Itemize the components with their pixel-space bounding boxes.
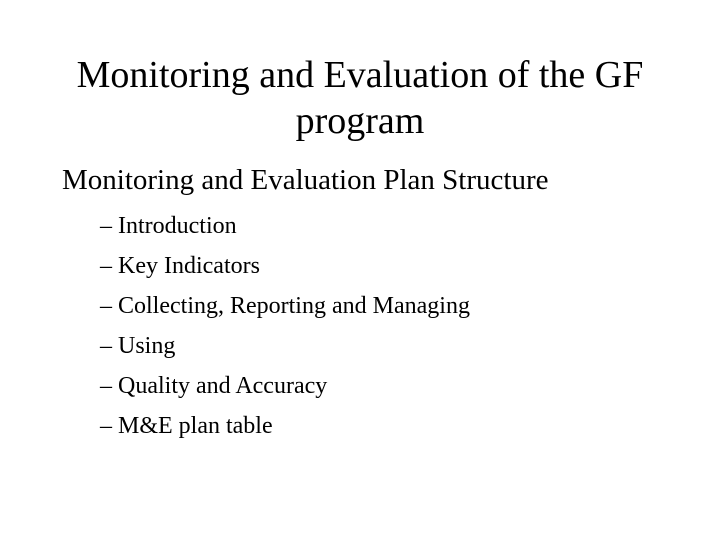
bullet-list [100, 206, 470, 446]
list-item: – Key Indicators [100, 253, 260, 279]
list-item: – Using [100, 333, 176, 359]
list-item: – M&E plan table [100, 413, 273, 439]
title-line-2: program [295, 100, 425, 142]
list-item: – Quality and Accuracy [100, 373, 328, 399]
slide-subtitle: Monitoring and Evaluation Plan Structure [62, 164, 549, 196]
title-line-1: Monitoring and Evaluation of the GF [76, 54, 644, 96]
slide-title [0, 52, 720, 144]
list-item: – Introduction [100, 213, 237, 239]
list-item: – Collecting, Reporting and Managing [100, 293, 470, 319]
